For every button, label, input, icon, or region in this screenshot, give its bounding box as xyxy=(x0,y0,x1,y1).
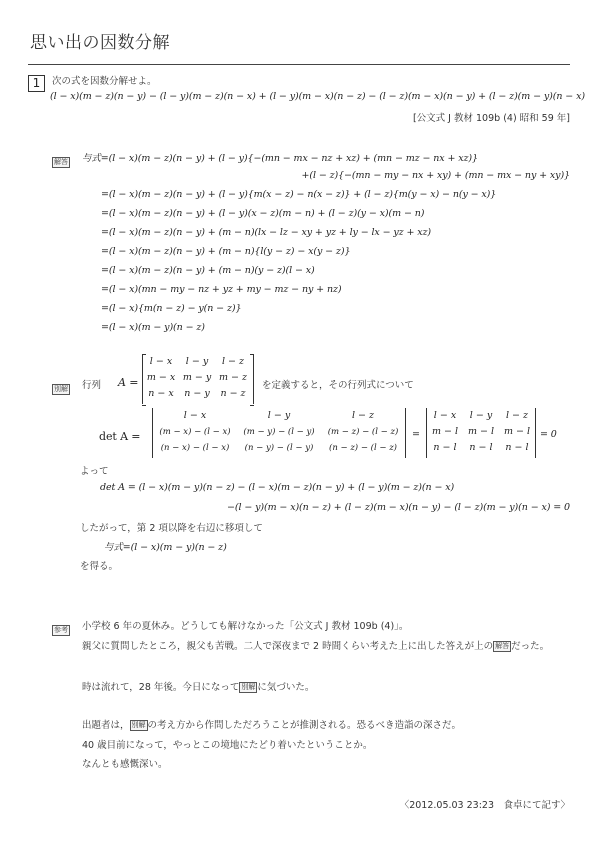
therefore-text: よって xyxy=(80,466,109,477)
matrix-row xyxy=(143,354,253,370)
note-line-3-tail: に気づいた。 xyxy=(257,682,315,693)
determinant-2 xyxy=(426,408,536,458)
det-cell: m − l xyxy=(431,426,459,437)
matrix-cell: l − x xyxy=(149,356,173,367)
det-cell: m − l xyxy=(467,426,495,437)
det2-row xyxy=(427,408,535,424)
problem-expression: (l − x)(m − z)(n − y) − (l − y)(m − z)(n − x) + (l − y)(m − x)(n − z) − (l − z)(m − x)(n − y) + (l − z)(m − y)(n − x) xyxy=(50,91,585,102)
note-line-4-tail: の考え方から作問しただろうことが推測される。恐るべき造詣の深さだ。 xyxy=(147,720,462,731)
note-badge-wrap xyxy=(52,618,70,637)
note-line-3-text: 時は流れて，28 年後。今日になって xyxy=(82,682,240,693)
det-cell: m − l xyxy=(503,426,531,437)
solution-line-2: +(l − z){−(mn − my − nx + xy) + (mn − mx − ny + xy)} xyxy=(301,170,570,181)
solution-line-5: =(l − x)(m − z)(n − y) + (m − n)(lx − lz − xy + yz + ly − lx − yz + xz) xyxy=(101,227,432,238)
det-cell: (n − z) − (l − z) xyxy=(329,443,397,453)
problem-number: 1 xyxy=(28,75,45,92)
note-line-2-tail: だった。 xyxy=(511,641,550,652)
solution-line-10: =(l − x)(m − y)(n − z) xyxy=(101,322,205,333)
note-line-4 xyxy=(82,717,461,731)
det-equals: = xyxy=(412,429,420,440)
alt-ref-badge: 別解 xyxy=(241,683,256,691)
solution-line-3: =(l − x)(m − z)(n − y) + (l − y){m(x − z) − n(x − z)} + (l − z){m(y − x) − n(y − x)} xyxy=(101,189,497,200)
matrix-cell: m − y xyxy=(182,372,212,383)
det2-row xyxy=(427,440,535,456)
matrix-row xyxy=(143,386,253,402)
expand-line-2: −(l − y)(m − x)(n − z) + (l − z)(m − x)(n − y) − (l − z)(m − y)(n − x) = 0 xyxy=(227,502,570,513)
alt-conclusion: を得る。 xyxy=(80,561,119,572)
det-cell: l − x xyxy=(433,410,457,421)
note-line-4-text: 出題者は， xyxy=(82,720,130,731)
matrix-cell: m − z xyxy=(218,372,247,383)
matrix-cell: l − y xyxy=(185,356,209,367)
page-title: 思い出の因数分解 xyxy=(30,33,170,53)
solution-line-7: =(l − x)(m − z)(n − y) + (m − n)(y − z)(l − x) xyxy=(101,265,315,276)
det-cell: n − l xyxy=(433,442,457,453)
det1-row xyxy=(153,440,405,456)
alt-solution-badge: 別解 xyxy=(54,385,68,393)
note-line-6: なんとも感慨深い。 xyxy=(82,759,168,770)
matrix-cell: m − x xyxy=(146,372,176,383)
det-label xyxy=(99,430,140,443)
solution-line-4: =(l − x)(m − z)(n − y) + (l − y)(x − z)(m − n) + (l − z)(y − x)(m − n) xyxy=(101,208,425,219)
title-divider xyxy=(28,64,570,65)
alt-badge-wrap xyxy=(52,377,70,396)
matrix-cell: n − y xyxy=(184,388,210,399)
solution-badge: 解答 xyxy=(54,158,68,166)
move-text: したがって，第 2 項以降を右辺に移項して xyxy=(80,523,263,534)
problem-instruction: 次の式を因数分解せよ。 xyxy=(52,76,157,87)
signature: 〈2012.05.03 23:23 食卓にて記す〉 xyxy=(399,800,570,811)
det-cell: (n − x) − (l − x) xyxy=(160,443,230,453)
alt-label: 行列 xyxy=(82,380,102,391)
determinant-1 xyxy=(152,408,406,458)
det-cell: l − x xyxy=(183,410,207,421)
matrix-definition-text: を定義すると，その行列式について xyxy=(262,380,414,391)
matrix-cell: n − x xyxy=(148,388,174,399)
det1-row xyxy=(153,408,405,424)
det-cell: (n − y) − (l − y) xyxy=(244,443,314,453)
matrix-name: A = xyxy=(118,376,139,389)
solution-line-8: =(l − x)(mn − my − nz + yz + my − mz − ny + nz) xyxy=(101,284,342,295)
alt-final: 与式=(l − x)(m − y)(n − z) xyxy=(104,542,227,553)
solution-line-9: =(l − x){m(n − z) − y(n − z)} xyxy=(101,303,242,314)
det-cell: l − y xyxy=(469,410,493,421)
note-line-5: 40 歳目前になって，やっとこの境地にたどり着いたということか。 xyxy=(82,740,373,751)
det-cell: (m − x) − (l − x) xyxy=(159,427,231,437)
problem-source: [公文式 J 教材 109b (4) 昭和 59 年] xyxy=(412,113,570,124)
det-cell: n − l xyxy=(505,442,529,453)
solution-line-6: =(l − x)(m − z)(n − y) + (m − n){l(y − z) − x(y − z)} xyxy=(101,246,351,257)
matrix-cell: n − z xyxy=(220,388,246,399)
matrix-row xyxy=(143,370,253,386)
note-badge: 参考 xyxy=(54,626,68,634)
det-cell: l − z xyxy=(351,410,375,421)
det-label-text: det A = xyxy=(99,430,141,443)
det1-row xyxy=(153,424,405,440)
expand-line-1: det A = (l − x)(m − y)(n − z) − (l − x)(m − z)(n − y) + (l − y)(m − z)(n − x) xyxy=(100,482,455,493)
det-cell: l − y xyxy=(267,410,291,421)
solution-ref-badge: 解答 xyxy=(495,642,510,650)
det-cell: n − l xyxy=(469,442,493,453)
note-line-3 xyxy=(82,679,314,693)
solution-line-1: 与式=(l − x)(m − z)(n − y) + (l − y){−(mn − mx − nz + xz) + (mn − mz − nx + xz)} xyxy=(82,153,478,164)
matrix-cell: l − z xyxy=(221,356,245,367)
solution-badge-wrap xyxy=(52,150,70,169)
det-cell: (m − y) − (l − y) xyxy=(243,427,315,437)
det-cell: l − z xyxy=(505,410,529,421)
det-result: = 0 xyxy=(540,429,557,440)
note-line-2 xyxy=(82,638,549,652)
note-line-1: 小学校 6 年の夏休み。どうしても解けなかった「公文式 J 教材 109b (4)」。 xyxy=(82,621,409,632)
alt-ref-badge: 別解 xyxy=(131,721,146,729)
det2-row xyxy=(427,424,535,440)
det-cell: (m − z) − (l − z) xyxy=(327,427,399,437)
matrix-a xyxy=(142,354,254,404)
note-line-2-text: 親父に質問したところ，親父も苦戦。二人で深夜まで 2 時間くらい考えた上に出した答えが上の xyxy=(82,641,494,652)
